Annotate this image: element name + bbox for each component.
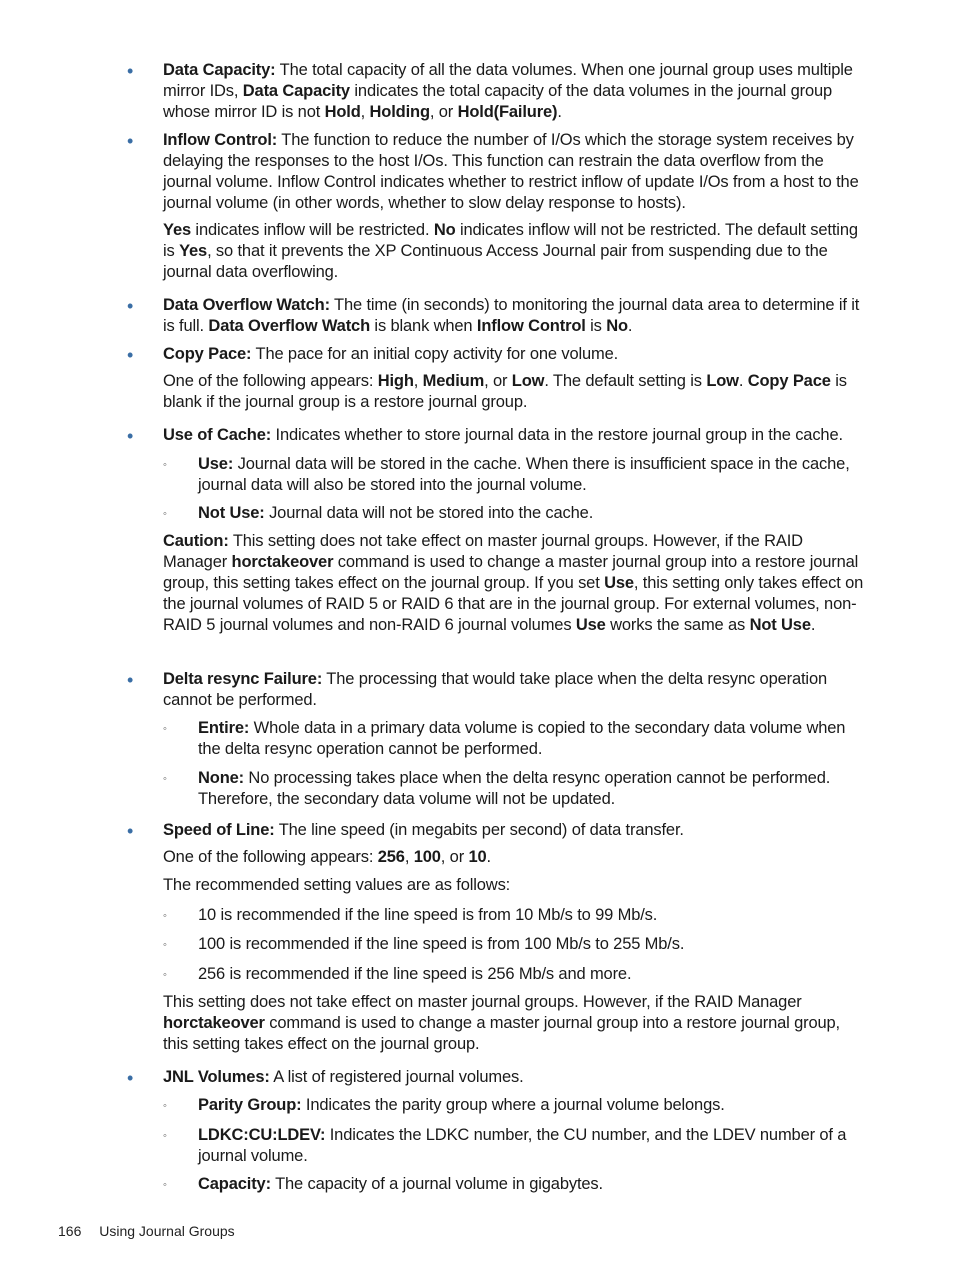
sub-list-item: Parity Group: Indicates the parity group where a journal volume belongs. (198, 1096, 725, 1114)
sub-list-item: Use: Journal data will be stored in the cache. When there is insufficient space in the cache, journal data will also be stored into the journal volume. (198, 455, 850, 494)
sub-list-item: Capacity: The capacity of a journal volume in gigabytes. (198, 1175, 603, 1193)
sub-bullet-circle-icon: ◦ (163, 1100, 167, 1112)
body-paragraph: Yes indicates inflow will be restricted. No indicates inflow will not be restricted. The default setting is Yes, so that it prevents the XP Continuous Access Journal pair from suspending due to the journal data overflowing. (163, 221, 858, 281)
sub-bullet-circle-icon: ◦ (163, 939, 167, 951)
sub-bullet-circle-icon: ◦ (163, 723, 167, 735)
sub-bullet-circle-icon: ◦ (163, 773, 167, 785)
bullet-dot-icon: • (127, 1068, 134, 1088)
body-paragraph: One of the following appears: High, Medium, or Low. The default setting is Low. Copy Pace is blank if the journal group is a restore journal group. (163, 372, 847, 411)
list-item: Copy Pace: The pace for an initial copy activity for one volume. (163, 345, 619, 363)
sub-list-item: 10 is recommended if the line speed is from 10 Mb/s to 99 Mb/s. (198, 906, 658, 924)
body-paragraph: This setting does not take effect on master journal groups. However, if the RAID Manager horctakeover command is used to change a master journal group into a restore journal group, this setting takes effect on the journal group. (163, 993, 840, 1053)
bullet-dot-icon: • (127, 131, 134, 151)
list-item: JNL Volumes: A list of registered journal volumes. (163, 1068, 524, 1086)
sub-bullet-circle-icon: ◦ (163, 459, 167, 471)
sub-list-item: 256 is recommended if the line speed is 256 Mb/s and more. (198, 965, 632, 983)
sub-list-item: Not Use: Journal data will not be stored into the cache. (198, 504, 594, 522)
bullet-dot-icon: • (127, 821, 134, 841)
sub-list-item: 100 is recommended if the line speed is from 100 Mb/s to 255 Mb/s. (198, 935, 685, 953)
sub-list-item: None: No processing takes place when the delta resync operation cannot be performed. Therefore, the secondary data volume will not be updated. (198, 769, 831, 808)
bullet-dot-icon: • (127, 345, 134, 365)
bullet-dot-icon: • (127, 61, 134, 81)
bullet-dot-icon: • (127, 296, 134, 316)
sub-bullet-circle-icon: ◦ (163, 508, 167, 520)
sub-list-item: LDKC:CU:LDEV: Indicates the LDKC number, the CU number, and the LDEV number of a journal volume. (198, 1126, 847, 1165)
list-item: Data Overflow Watch: The time (in seconds) to monitoring the journal data area to determine if it is full. Data Overflow Watch is blank when Inflow Control is No. (163, 296, 860, 335)
list-item: Inflow Control: The function to reduce the number of I/Os which the storage system receives by delaying the responses to the host I/Os. This function can restrain the data overflow from the journal volume. Inflow Control indicates whether to restrict inflow of update I/Os from a host to the journal volume (in other words, whether to slow delay response to hosts). (163, 131, 859, 212)
sub-bullet-circle-icon: ◦ (163, 1179, 167, 1191)
list-item: Data Capacity: The total capacity of all the data volumes. When one journal group uses multiple mirror IDs, Data Capacity indicates the total capacity of the data volumes in the journal group whose mirror ID is not Hold, Holding, or Hold(Failure). (163, 61, 853, 121)
list-item: Speed of Line: The line speed (in megabits per second) of data transfer. (163, 821, 684, 839)
list-item: Delta resync Failure: The processing that would take place when the delta resync operation cannot be performed. (163, 670, 828, 709)
bullet-dot-icon: • (127, 670, 134, 690)
page-footer (58, 1222, 235, 1240)
sub-bullet-circle-icon: ◦ (163, 969, 167, 981)
sub-bullet-circle-icon: ◦ (163, 910, 167, 922)
list-item: Use of Cache: Indicates whether to store journal data in the restore journal group in the cache. (163, 426, 843, 444)
sub-bullet-circle-icon: ◦ (163, 1130, 167, 1142)
page-number: 166 (58, 1223, 82, 1239)
body-paragraph: The recommended setting values are as follows: (163, 876, 511, 894)
body-paragraph: One of the following appears: 256, 100, or 10. (163, 848, 491, 866)
section-title: Using Journal Groups (99, 1223, 235, 1239)
bullet-dot-icon: • (127, 426, 134, 446)
sub-list-item: Entire: Whole data in a primary data volume is copied to the secondary data volume when the delta resync operation cannot be performed. (198, 719, 846, 758)
body-paragraph: Caution: This setting does not take effect on master journal groups. However, if the RAID Manager horctakeover command is used to change a master journal group into a restore journal group, this setting takes effect on the journal group. If you set Use, this setting only takes effect on the journal volumes of RAID 5 or RAID 6 that are in the journal group. For external volumes, non-RAID 5 journal volumes and non-RAID 6 journal volumes Use works the same as Not Use. (163, 532, 864, 634)
